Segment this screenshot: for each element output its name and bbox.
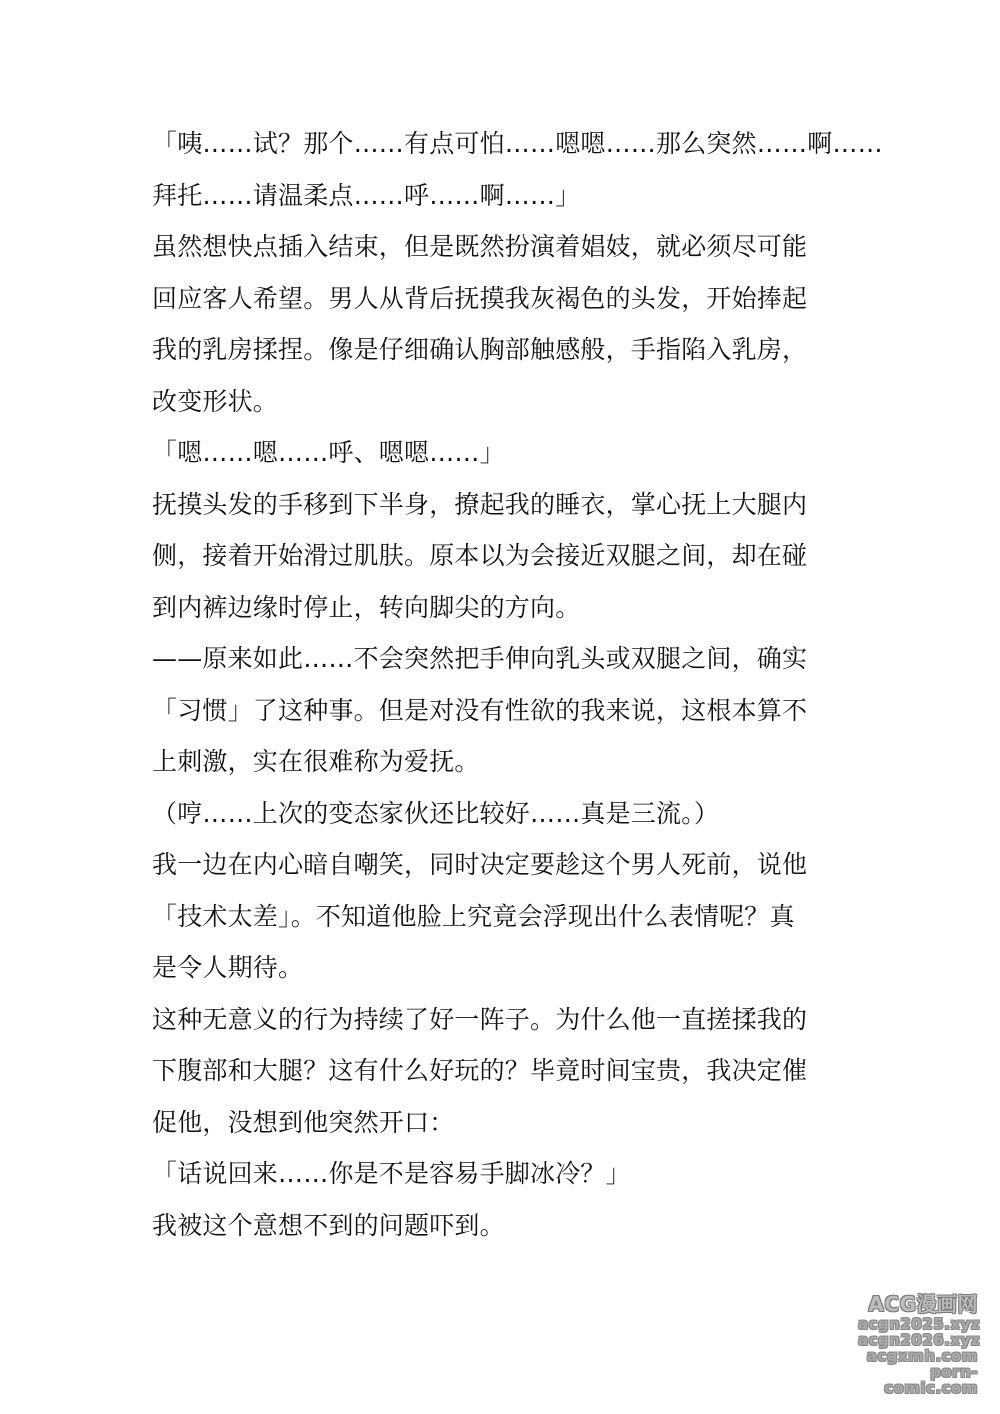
text-line: 是令人期待。 — [152, 953, 304, 982]
text-line: ——原来如此……不会突然把手伸向乳头或双腿之间，确实 — [152, 644, 808, 673]
text-line: 「习惯」了这种事。但是对没有性欲的我来说，这根本算不 — [152, 695, 808, 725]
watermark-url: acgn2025.xyz — [858, 1315, 981, 1333]
watermark-url: acgn2026.xyz — [858, 1331, 981, 1349]
text-line: 侧，接着开始滑过肌肤。原本以为会接近双腿之间，却在碰 — [152, 541, 808, 570]
text-line: 「咦……试？那个……有点可怕……嗯嗯……那么突然……啊…… — [152, 129, 883, 158]
watermark-url: acgxmh.com — [866, 1347, 978, 1365]
text-line: 这种无意义的行为持续了好一阵子。为什么他一直搓揉我的 — [152, 1004, 808, 1034]
text-line: 我的乳房揉捏。像是仔细确认胸部触感般，手指陷入乳房， — [152, 335, 808, 364]
text-line: 我被这个意想不到的问题吓到。 — [152, 1210, 505, 1240]
watermark — [858, 1292, 981, 1397]
text-line: 促他，没想到他突然开口： — [152, 1107, 455, 1137]
text-line: 「嗯……嗯……呼、嗯嗯……」 — [152, 438, 505, 467]
text-line: 到内裤边缘时停止，转向脚尖的方向。 — [152, 592, 581, 622]
text-line: 抚摸头发的手移到下半身，撩起我的睡衣，掌心抚上大腿内 — [152, 489, 808, 519]
text-line: 上刺激，实在很难称为爱抚。 — [152, 747, 480, 776]
body-text — [152, 118, 883, 1251]
text-line: 拜托……请温柔点……呼……啊……」 — [152, 180, 581, 210]
text-line: 我一边在内心暗自嘲笑，同时决定要趁这个男人死前，说他 — [152, 850, 808, 879]
text-line: 「话说回来……你是不是容易手脚冰冷？」 — [152, 1159, 631, 1188]
watermark-title: ACG漫画网 — [868, 1292, 978, 1316]
watermark-url: porn-comic.com — [884, 1363, 978, 1397]
text-line: 「技术太差」。不知道他脸上究竟会浮现出什么表情呢？真 — [152, 901, 795, 931]
text-line: 虽然想快点插入结束，但是既然扮演着娼妓，就必须尽可能 — [152, 232, 808, 261]
text-line: 改变形状。 — [152, 386, 279, 416]
text-line: 回应客人希望。男人从背后抚摸我灰褐色的头发，开始捧起 — [152, 283, 808, 313]
text-line: 下腹部和大腿？这有什么好玩的？毕竟时间宝贵，我决定催 — [152, 1056, 808, 1085]
text-line: （哼……上次的变态家伙还比较好……真是三流。） — [152, 798, 720, 828]
